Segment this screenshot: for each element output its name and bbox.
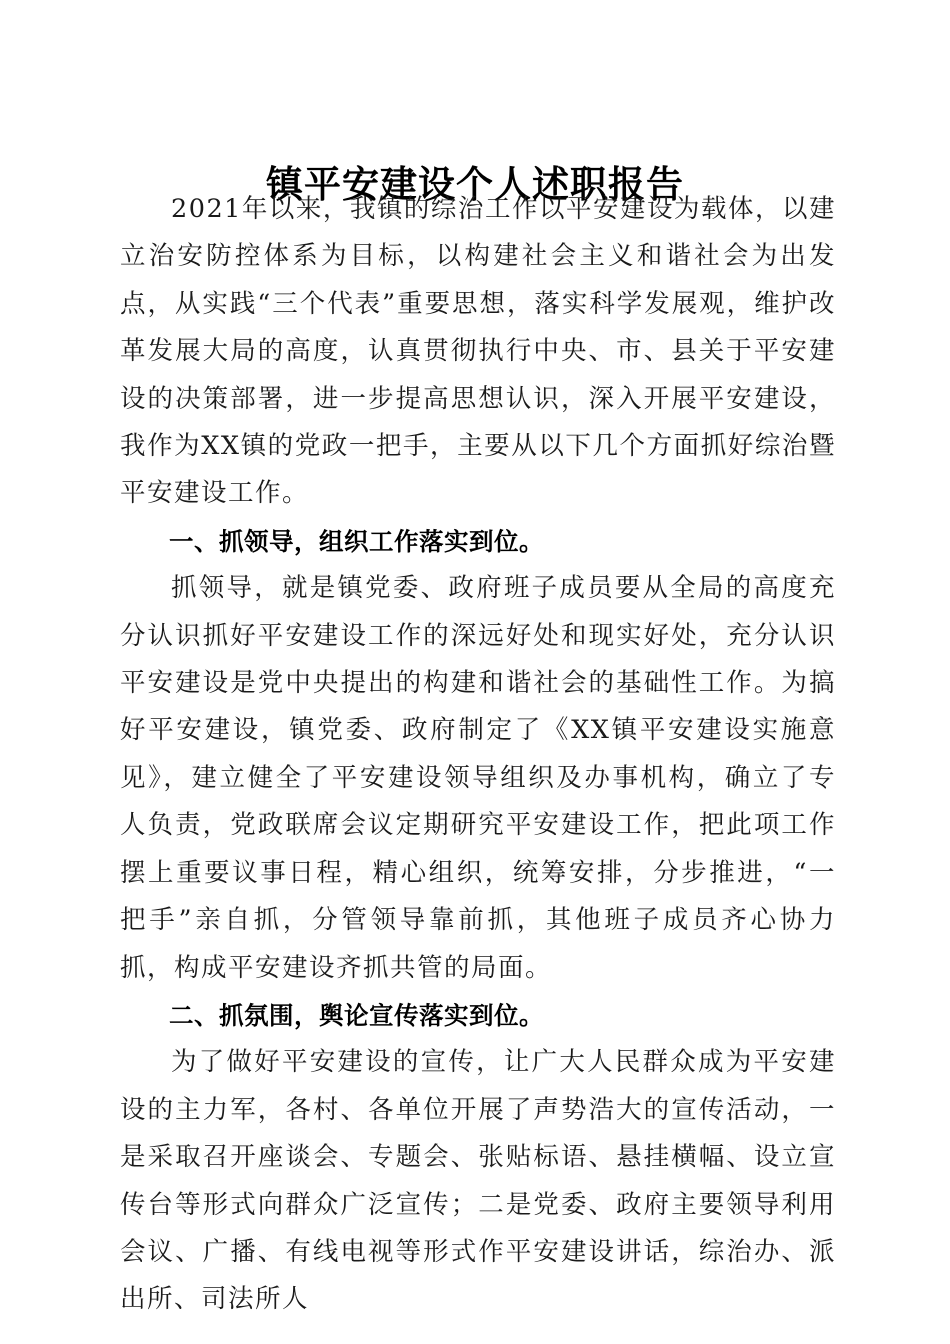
section-paragraph-2: 为了做好平安建设的宣传，让广大人民群众成为平安建设的主力军，各村、各单位开展了声势浩大的宣传活动，一是采取召开座谈会、专题会、张贴标语、悬挂横幅、设立宣传台等形式向群众广泛宣传；二是党委、政府主要领导利用会议、广播、有线电视等形式作平安建设讲话，综治办、派出所、司法所人 <box>120 1047 836 1315</box>
document-body <box>120 186 836 1324</box>
section-heading-2: 二、抓氛围，舆论宣传落实到位。 <box>169 1000 544 1030</box>
document-title: 镇平安建设个人述职报告 <box>266 161 684 206</box>
section-paragraph-1: 抓领导，就是镇党委、政府班子成员要从全局的高度充分认识抓好平安建设工作的深远好处和现实好处，充分认识平安建设是党中央提出的构建和谐社会的基础性工作。为搞好平安建设，镇党委、政府制定了《XX镇平安建设实施意见》，建立健全了平安建设领导组织及办事机构，确立了专人负责，党政联席会议定期研究平安建设工作，把此项工作摆上重要议事日程，精心组织，统筹安排，分步推进，“一把手”亲自抓，分管领导靠前抓，其他班子成员齐心协力抓，构成平安建设齐抓共管的局面。 <box>120 573 836 983</box>
section-heading-1: 一、抓领导，组织工作落实到位。 <box>169 526 544 556</box>
intro-paragraph: 2021年以来，我镇的综治工作以平安建设为载体，以建立治安防控体系为目标，以构建社会主义和谐社会为出发点，从实践“三个代表”重要思想，落实科学发展观，维护改革发展大局的高度，认真贯彻执行中央、市、县关于平安建设的决策部署，进一步提高思想认识，深入开展平安建设，我作为XX镇的党政一把手，主要从以下几个方面抓好综治暨平安建设工作。 <box>120 194 836 509</box>
